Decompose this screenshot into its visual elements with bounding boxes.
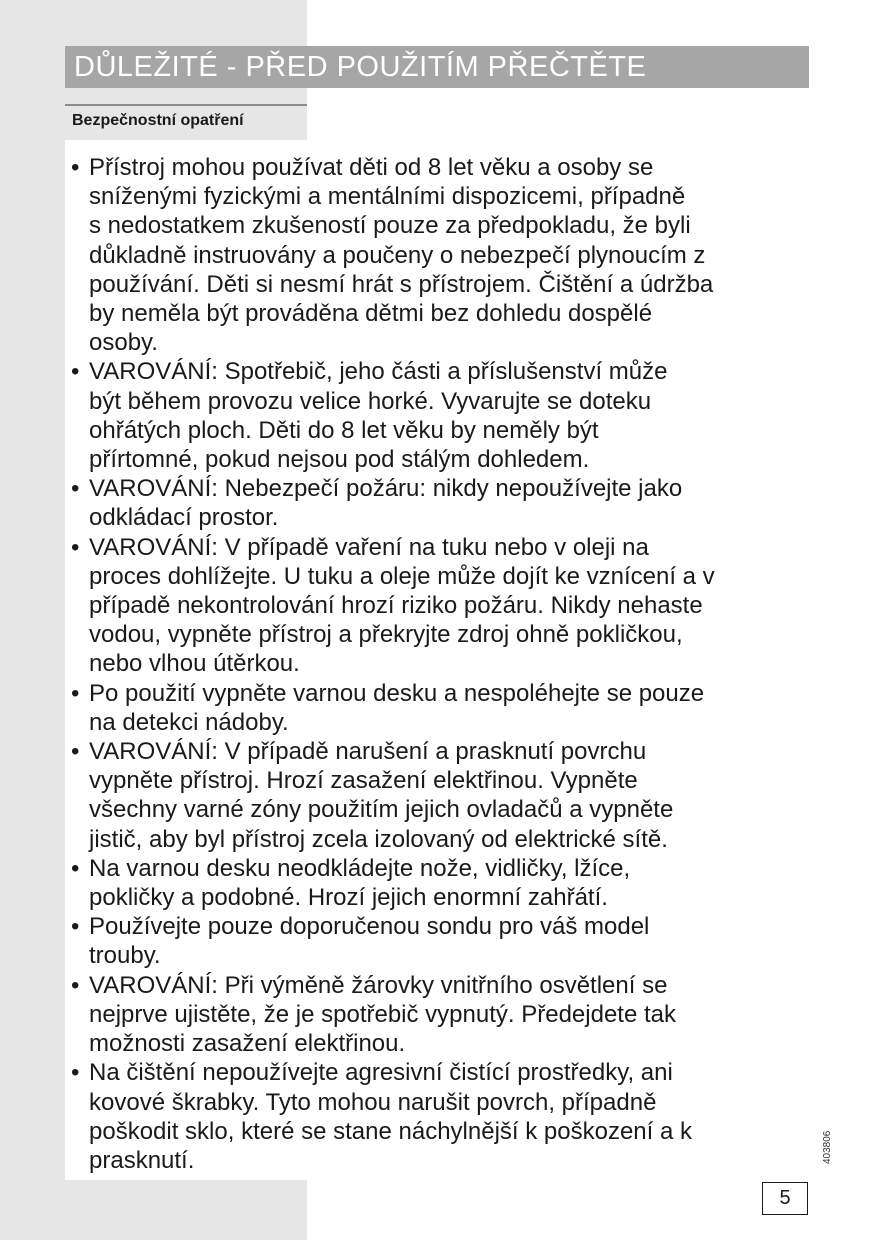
warning-text-line: pokličky a podobné. Hrozí jejich enormní zahřátí. (89, 884, 608, 912)
warning-item (71, 679, 811, 737)
bullet-icon: • (71, 679, 80, 707)
warning-text-line: Na čištění nepoužívejte agresivní čistící prostředky, ani (89, 1059, 673, 1087)
warning-text-line: Na varnou desku neodkládejte nože, vidličky, lžíce, (89, 854, 631, 882)
warning-item (71, 474, 811, 532)
warning-text-line: odkládací prostor. (89, 504, 279, 532)
warning-item (71, 737, 811, 854)
warning-item (71, 854, 811, 912)
bullet-icon: • (71, 971, 80, 999)
warning-text-line: jistič, aby byl přístroj zcela izolovaný od elektrické sítě. (89, 825, 668, 853)
warning-text-line: ohřátých ploch. Děti do 8 let věku by neměly být (89, 416, 599, 444)
document-code: 403806 (822, 1130, 833, 1164)
warning-text-line: by neměla být prováděna dětmi bez dohledu dospělé (89, 300, 653, 328)
warning-text-line: osoby. (89, 329, 158, 357)
warning-text-line: nejprve ujistěte, že je spotřebič vypnutý. Předejdete tak (89, 1000, 676, 1028)
bullet-icon: • (71, 154, 80, 181)
bullet-icon: • (71, 1059, 80, 1087)
warning-text-line: Používejte pouze doporučenou sondu pro váš model (89, 913, 650, 941)
warning-text-line: možnosti zasažení elektřinou. (89, 1030, 406, 1058)
warning-text-line: důkladně instruovány a poučeny o nebezpečí plynoucím z (89, 241, 706, 269)
bullet-icon: • (71, 533, 80, 561)
warning-text-line: všechny varné zóny použitím jejich ovladačů a vypněte (89, 796, 674, 824)
warning-text-line: proces dohlížejte. U tuku a oleje může dojít ke vznícení a v (89, 562, 715, 590)
warning-item (71, 971, 811, 1059)
warning-text-line: Po použití vypněte varnou desku a nespoléhejte se pouze (89, 679, 705, 707)
section-title: Bezpečnostní opatření (72, 112, 244, 129)
warning-text-line: kovové škrabky. Tyto mohou narušit povrch, případně (89, 1088, 657, 1116)
warning-text-line: VAROVÁNÍ: Spotřebič, jeho části a příslušenství může (89, 358, 668, 386)
warning-text-line: nebo vlhou útěrkou. (89, 650, 300, 678)
warning-text-line: vypněte přístroj. Hrozí zasažení elektřinou. Vypněte (89, 767, 638, 795)
warning-text-line: prasknutí. (89, 1146, 195, 1174)
section-divider (65, 104, 307, 106)
warning-text-line: být během provozu velice horké. Vyvarujte se doteku (89, 387, 652, 415)
warning-text-line: VAROVÁNÍ: Nebezpečí požáru: nikdy nepoužívejte jako (89, 475, 683, 503)
page-number: 5 (762, 1182, 808, 1215)
bullet-icon: • (71, 358, 80, 386)
warning-text-line: s nedostatkem zkušeností pouze za předpokladu, že byli (89, 212, 691, 240)
page-title: DŮLEŽITÉ - PŘED POUŽITÍM PŘEČTĚTE (74, 50, 647, 83)
bullet-icon: • (71, 913, 80, 941)
warning-text-line: používání. Děti si nesmí hrát s přístrojem. Čištění a údržba (89, 270, 714, 298)
warning-text-line: sníženými fyzickými a mentálními dispozicemi, případně (89, 183, 686, 211)
warning-text-line: trouby. (89, 942, 161, 970)
safety-warnings-list (71, 153, 811, 1175)
warning-text-line: poškodit sklo, které se stane náchylnější k poškození a k (89, 1117, 692, 1145)
warning-item (71, 912, 811, 970)
warning-text-line: vodou, vypněte přístroj a překryjte zdroj ohně pokličkou, (89, 621, 683, 649)
header-bar (65, 46, 809, 88)
warning-text-line: VAROVÁNÍ: Při výměně žárovky vnitřního osvětlení se (89, 971, 668, 999)
bullet-icon: • (71, 738, 80, 766)
warning-text-line: přírtomné, pokud nejsou pod stálým dohledem. (89, 446, 590, 474)
warning-text-line: VAROVÁNÍ: V případě vaření na tuku nebo v oleji na (89, 533, 649, 561)
warning-text-line: Přístroj mohou používat děti od 8 let věku a osoby se (89, 154, 654, 181)
warning-text-line: případě nekontrolování hrozí riziko požáru. Nikdy nehaste (89, 592, 703, 620)
warning-item (71, 533, 811, 679)
warning-item (71, 357, 811, 474)
bullet-icon: • (71, 854, 80, 882)
warning-item (71, 153, 811, 357)
warning-item (71, 1058, 811, 1175)
warning-text-line: VAROVÁNÍ: V případě narušení a prasknutí povrchu (89, 738, 647, 766)
bullet-icon: • (71, 475, 80, 503)
warning-text-line: na detekci nádoby. (89, 708, 289, 736)
